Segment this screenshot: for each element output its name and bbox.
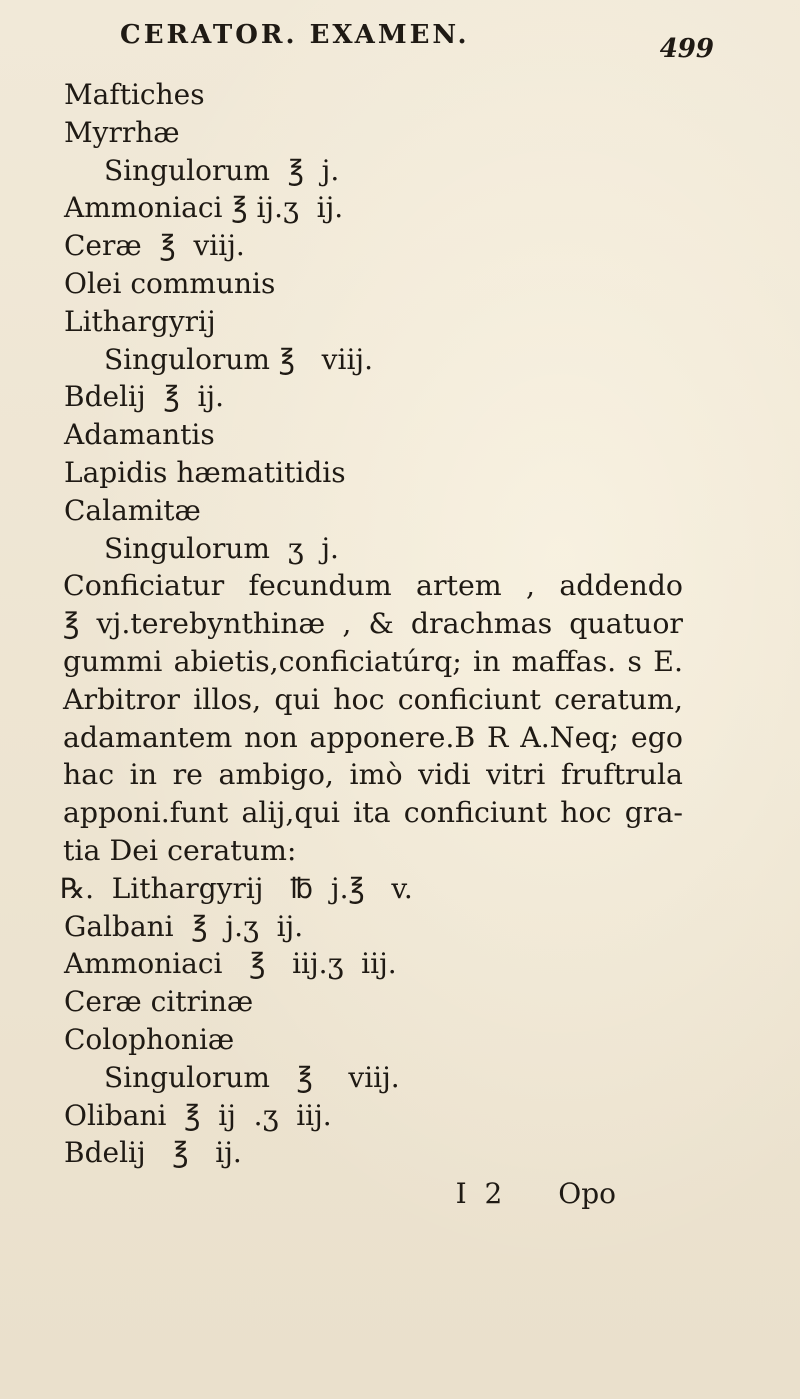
running-title: CERATOR. EXAMEN.	[120, 20, 470, 50]
recipe-line: Calamitæ	[64, 493, 201, 527]
recipe-line: Bdelij ℥ ij.	[64, 380, 224, 414]
recipe-line: Singulorum ʒ j.	[104, 531, 339, 565]
recipe-line: Ceræ ℥ viij.	[64, 229, 245, 263]
recipe-line: Ceræ citrinæ	[64, 985, 254, 1019]
recipe-line: Lithargyrij	[64, 304, 216, 338]
recipe-line: Singulorum ℥ viij.	[104, 342, 373, 376]
recipe-line: Maftiches	[64, 78, 205, 111]
recipe-line: Lapidis hæmatitidis	[64, 455, 346, 489]
catchword-line	[420, 1144, 660, 1243]
paragraph-line: Arbitror illos, qui hoc conficiunt ceratum,	[63, 682, 683, 716]
recipe-line: Singulorum ℥ viij.	[104, 1060, 400, 1094]
paragraph-line: adamantem non apponere.B R A.Neq; ego	[63, 720, 683, 754]
paragraph-line: apponi.funt alij,qui ita conficiunt hoc gra-	[63, 796, 683, 830]
page-body	[60, 76, 700, 1172]
recipe-line: ℞. Lithargyrij ℔ j.℥ v.	[60, 871, 413, 905]
paragraph-line: ℥ vj.terebynthinæ , & drachmas quatuor	[63, 607, 683, 641]
recipe-line: Myrrhæ	[64, 115, 180, 149]
paragraph-line: tia Dei ceratum:	[63, 833, 297, 867]
recipe-line: Olibani ℥ ij .ʒ iij.	[64, 1098, 332, 1132]
paragraph-line: gummi abietis,conficiatúrq; in maffas. s E.	[63, 644, 683, 678]
recipe-line: Ammoniaci ℥ ij.ʒ ij.	[64, 191, 344, 225]
catchword: Opo	[558, 1177, 617, 1210]
recipe-line: Olei communis	[64, 266, 276, 300]
commentary-paragraph	[60, 567, 700, 869]
paragraph-line: Conficiatur fecundum artem , addendo	[63, 569, 683, 603]
recipe-line: Ammoniaci ℥ iij.ʒ iij.	[64, 947, 397, 981]
signature-mark: I 2	[455, 1177, 503, 1210]
recipe-two	[60, 870, 700, 1172]
recipe-line: Singulorum ℥ j.	[104, 153, 340, 187]
recipe-line: Bdelij ℥ ij.	[64, 1136, 242, 1170]
recipe-line: Colophoniæ	[64, 1022, 235, 1056]
recipe-line: Galbani ℥ j.ʒ ij.	[64, 909, 304, 943]
paragraph-line: hac in re ambigo, imò vidi vitri fruftrula	[63, 758, 683, 792]
page-number: 499	[659, 34, 714, 64]
recipe-line: Adamantis	[64, 418, 215, 452]
recipe-one	[60, 76, 700, 567]
